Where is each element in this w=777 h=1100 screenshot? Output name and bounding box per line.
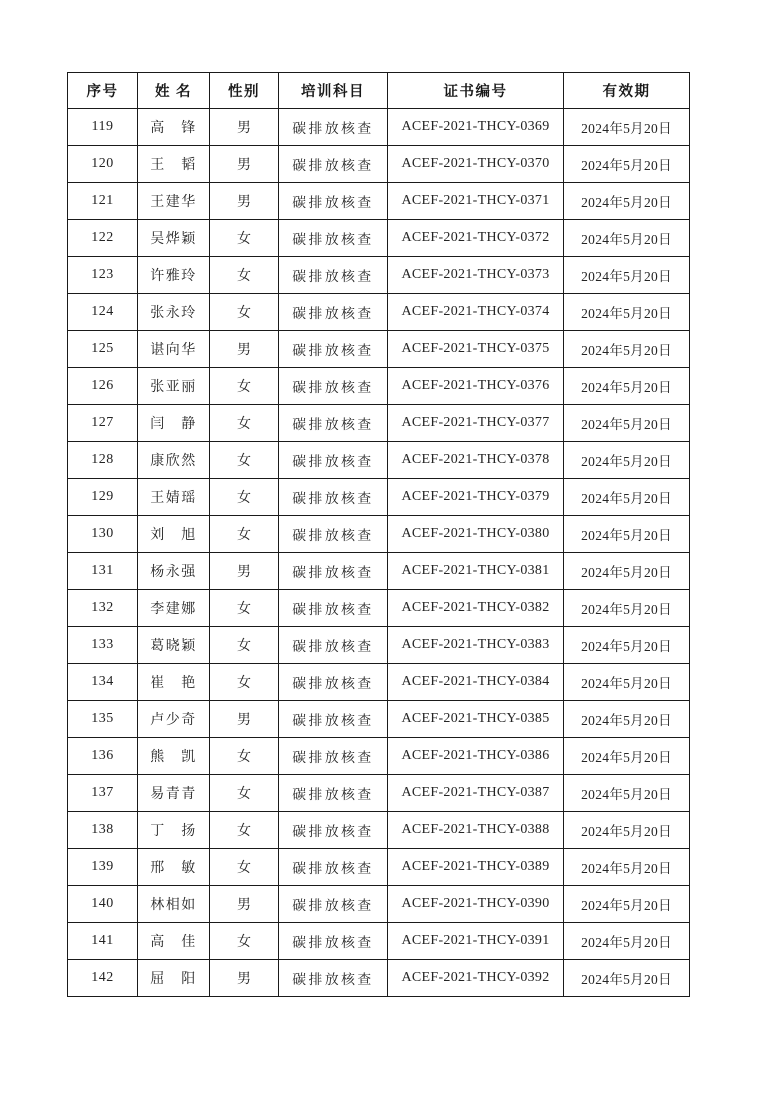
cell-training-subject: 碳排放核查 bbox=[279, 590, 388, 627]
cell-training-subject: 碳排放核查 bbox=[279, 664, 388, 701]
cell-validity: 2024年5月20日 bbox=[564, 294, 690, 331]
cell-validity: 2024年5月20日 bbox=[564, 738, 690, 775]
cell-index: 133 bbox=[68, 627, 138, 664]
table-row bbox=[68, 701, 690, 738]
cell-index: 140 bbox=[68, 886, 138, 923]
table-row bbox=[68, 257, 690, 294]
cell-gender: 女 bbox=[210, 849, 279, 886]
header-name: 姓 名 bbox=[138, 73, 210, 109]
cell-name: 李建娜 bbox=[138, 590, 210, 627]
cell-gender: 男 bbox=[210, 183, 279, 220]
cell-name: 屈 阳 bbox=[138, 960, 210, 997]
cell-validity: 2024年5月20日 bbox=[564, 368, 690, 405]
cell-validity: 2024年5月20日 bbox=[564, 960, 690, 997]
cell-certificate-number: ACEF-2021-THCY-0376 bbox=[388, 368, 564, 405]
cell-certificate-number: ACEF-2021-THCY-0377 bbox=[388, 405, 564, 442]
cell-training-subject: 碳排放核查 bbox=[279, 627, 388, 664]
cell-validity: 2024年5月20日 bbox=[564, 923, 690, 960]
cell-validity: 2024年5月20日 bbox=[564, 479, 690, 516]
cell-name: 闫 静 bbox=[138, 405, 210, 442]
cell-validity: 2024年5月20日 bbox=[564, 627, 690, 664]
cell-index: 138 bbox=[68, 812, 138, 849]
cell-gender: 女 bbox=[210, 294, 279, 331]
cell-certificate-number: ACEF-2021-THCY-0391 bbox=[388, 923, 564, 960]
cell-name: 吴烨颖 bbox=[138, 220, 210, 257]
cell-training-subject: 碳排放核查 bbox=[279, 775, 388, 812]
table-row bbox=[68, 331, 690, 368]
header-training-subject: 培训科目 bbox=[279, 73, 388, 109]
cell-certificate-number: ACEF-2021-THCY-0384 bbox=[388, 664, 564, 701]
cell-validity: 2024年5月20日 bbox=[564, 405, 690, 442]
table-row bbox=[68, 960, 690, 997]
header-certificate-number: 证书编号 bbox=[388, 73, 564, 109]
table-row bbox=[68, 109, 690, 146]
table-row bbox=[68, 590, 690, 627]
cell-validity: 2024年5月20日 bbox=[564, 701, 690, 738]
cell-certificate-number: ACEF-2021-THCY-0386 bbox=[388, 738, 564, 775]
cell-training-subject: 碳排放核查 bbox=[279, 553, 388, 590]
cell-training-subject: 碳排放核查 bbox=[279, 923, 388, 960]
cell-name: 王婧瑶 bbox=[138, 479, 210, 516]
cell-index: 132 bbox=[68, 590, 138, 627]
cell-certificate-number: ACEF-2021-THCY-0378 bbox=[388, 442, 564, 479]
cell-certificate-number: ACEF-2021-THCY-0375 bbox=[388, 331, 564, 368]
cell-training-subject: 碳排放核查 bbox=[279, 516, 388, 553]
cell-gender: 女 bbox=[210, 442, 279, 479]
table-row bbox=[68, 849, 690, 886]
table-row bbox=[68, 479, 690, 516]
cell-validity: 2024年5月20日 bbox=[564, 775, 690, 812]
cell-gender: 女 bbox=[210, 479, 279, 516]
cell-name: 康欣然 bbox=[138, 442, 210, 479]
cell-index: 119 bbox=[68, 109, 138, 146]
header-gender: 性别 bbox=[210, 73, 279, 109]
table-row bbox=[68, 553, 690, 590]
cell-index: 125 bbox=[68, 331, 138, 368]
table-row bbox=[68, 442, 690, 479]
cell-certificate-number: ACEF-2021-THCY-0387 bbox=[388, 775, 564, 812]
cell-gender: 女 bbox=[210, 405, 279, 442]
cell-certificate-number: ACEF-2021-THCY-0381 bbox=[388, 553, 564, 590]
cell-training-subject: 碳排放核查 bbox=[279, 812, 388, 849]
cell-gender: 女 bbox=[210, 220, 279, 257]
cell-name: 许雅玲 bbox=[138, 257, 210, 294]
cell-validity: 2024年5月20日 bbox=[564, 331, 690, 368]
cell-gender: 女 bbox=[210, 627, 279, 664]
cell-index: 134 bbox=[68, 664, 138, 701]
cell-certificate-number: ACEF-2021-THCY-0392 bbox=[388, 960, 564, 997]
cell-training-subject: 碳排放核查 bbox=[279, 109, 388, 146]
cell-gender: 男 bbox=[210, 553, 279, 590]
cell-name: 高 锋 bbox=[138, 109, 210, 146]
cell-validity: 2024年5月20日 bbox=[564, 849, 690, 886]
cell-validity: 2024年5月20日 bbox=[564, 146, 690, 183]
cell-validity: 2024年5月20日 bbox=[564, 516, 690, 553]
table-body bbox=[68, 109, 690, 997]
certificate-table bbox=[67, 72, 690, 997]
cell-gender: 女 bbox=[210, 775, 279, 812]
cell-training-subject: 碳排放核查 bbox=[279, 183, 388, 220]
cell-name: 卢少奇 bbox=[138, 701, 210, 738]
cell-name: 刘 旭 bbox=[138, 516, 210, 553]
cell-index: 136 bbox=[68, 738, 138, 775]
cell-certificate-number: ACEF-2021-THCY-0374 bbox=[388, 294, 564, 331]
cell-index: 124 bbox=[68, 294, 138, 331]
cell-certificate-number: ACEF-2021-THCY-0370 bbox=[388, 146, 564, 183]
cell-gender: 男 bbox=[210, 886, 279, 923]
cell-index: 137 bbox=[68, 775, 138, 812]
cell-validity: 2024年5月20日 bbox=[564, 109, 690, 146]
cell-index: 121 bbox=[68, 183, 138, 220]
cell-name: 张亚丽 bbox=[138, 368, 210, 405]
table-row bbox=[68, 183, 690, 220]
table-row bbox=[68, 886, 690, 923]
cell-training-subject: 碳排放核查 bbox=[279, 294, 388, 331]
cell-index: 130 bbox=[68, 516, 138, 553]
cell-index: 139 bbox=[68, 849, 138, 886]
cell-name: 葛晓颖 bbox=[138, 627, 210, 664]
cell-index: 122 bbox=[68, 220, 138, 257]
cell-index: 129 bbox=[68, 479, 138, 516]
cell-name: 高 佳 bbox=[138, 923, 210, 960]
cell-training-subject: 碳排放核查 bbox=[279, 738, 388, 775]
cell-name: 张永玲 bbox=[138, 294, 210, 331]
header-index: 序号 bbox=[68, 73, 138, 109]
cell-validity: 2024年5月20日 bbox=[564, 183, 690, 220]
cell-training-subject: 碳排放核查 bbox=[279, 960, 388, 997]
table-row bbox=[68, 923, 690, 960]
table-row bbox=[68, 627, 690, 664]
cell-index: 135 bbox=[68, 701, 138, 738]
cell-training-subject: 碳排放核查 bbox=[279, 368, 388, 405]
cell-index: 141 bbox=[68, 923, 138, 960]
cell-name: 易青青 bbox=[138, 775, 210, 812]
cell-index: 120 bbox=[68, 146, 138, 183]
cell-certificate-number: ACEF-2021-THCY-0373 bbox=[388, 257, 564, 294]
cell-gender: 男 bbox=[210, 960, 279, 997]
cell-training-subject: 碳排放核查 bbox=[279, 442, 388, 479]
cell-validity: 2024年5月20日 bbox=[564, 812, 690, 849]
table-row bbox=[68, 516, 690, 553]
table-header-row bbox=[68, 73, 690, 109]
cell-name: 林相如 bbox=[138, 886, 210, 923]
cell-name: 熊 凯 bbox=[138, 738, 210, 775]
cell-gender: 女 bbox=[210, 738, 279, 775]
cell-training-subject: 碳排放核查 bbox=[279, 146, 388, 183]
table-row bbox=[68, 220, 690, 257]
cell-validity: 2024年5月20日 bbox=[564, 257, 690, 294]
cell-gender: 女 bbox=[210, 368, 279, 405]
cell-training-subject: 碳排放核查 bbox=[279, 331, 388, 368]
cell-certificate-number: ACEF-2021-THCY-0385 bbox=[388, 701, 564, 738]
cell-certificate-number: ACEF-2021-THCY-0369 bbox=[388, 109, 564, 146]
cell-name: 谌向华 bbox=[138, 331, 210, 368]
cell-validity: 2024年5月20日 bbox=[564, 664, 690, 701]
cell-gender: 女 bbox=[210, 516, 279, 553]
cell-gender: 女 bbox=[210, 257, 279, 294]
cell-name: 崔 艳 bbox=[138, 664, 210, 701]
cell-index: 142 bbox=[68, 960, 138, 997]
cell-certificate-number: ACEF-2021-THCY-0371 bbox=[388, 183, 564, 220]
cell-validity: 2024年5月20日 bbox=[564, 886, 690, 923]
cell-training-subject: 碳排放核查 bbox=[279, 220, 388, 257]
table-row bbox=[68, 664, 690, 701]
cell-training-subject: 碳排放核查 bbox=[279, 257, 388, 294]
cell-certificate-number: ACEF-2021-THCY-0389 bbox=[388, 849, 564, 886]
table-row bbox=[68, 775, 690, 812]
cell-certificate-number: ACEF-2021-THCY-0380 bbox=[388, 516, 564, 553]
cell-certificate-number: ACEF-2021-THCY-0388 bbox=[388, 812, 564, 849]
cell-validity: 2024年5月20日 bbox=[564, 220, 690, 257]
cell-name: 丁 扬 bbox=[138, 812, 210, 849]
cell-index: 128 bbox=[68, 442, 138, 479]
cell-gender: 女 bbox=[210, 664, 279, 701]
cell-index: 127 bbox=[68, 405, 138, 442]
cell-training-subject: 碳排放核查 bbox=[279, 405, 388, 442]
table-row bbox=[68, 368, 690, 405]
cell-name: 邢 敏 bbox=[138, 849, 210, 886]
cell-name: 王建华 bbox=[138, 183, 210, 220]
cell-certificate-number: ACEF-2021-THCY-0382 bbox=[388, 590, 564, 627]
table-row bbox=[68, 738, 690, 775]
cell-name: 杨永强 bbox=[138, 553, 210, 590]
cell-validity: 2024年5月20日 bbox=[564, 442, 690, 479]
cell-training-subject: 碳排放核查 bbox=[279, 886, 388, 923]
cell-training-subject: 碳排放核查 bbox=[279, 479, 388, 516]
cell-index: 131 bbox=[68, 553, 138, 590]
cell-gender: 女 bbox=[210, 923, 279, 960]
cell-certificate-number: ACEF-2021-THCY-0383 bbox=[388, 627, 564, 664]
table-row bbox=[68, 294, 690, 331]
table-row bbox=[68, 146, 690, 183]
cell-validity: 2024年5月20日 bbox=[564, 590, 690, 627]
cell-certificate-number: ACEF-2021-THCY-0390 bbox=[388, 886, 564, 923]
cell-certificate-number: ACEF-2021-THCY-0379 bbox=[388, 479, 564, 516]
table-row bbox=[68, 812, 690, 849]
cell-gender: 女 bbox=[210, 812, 279, 849]
cell-gender: 男 bbox=[210, 701, 279, 738]
cell-gender: 男 bbox=[210, 331, 279, 368]
cell-certificate-number: ACEF-2021-THCY-0372 bbox=[388, 220, 564, 257]
cell-training-subject: 碳排放核查 bbox=[279, 849, 388, 886]
cell-gender: 男 bbox=[210, 109, 279, 146]
cell-training-subject: 碳排放核查 bbox=[279, 701, 388, 738]
cell-index: 126 bbox=[68, 368, 138, 405]
table-row bbox=[68, 405, 690, 442]
header-validity: 有效期 bbox=[564, 73, 690, 109]
cell-gender: 女 bbox=[210, 590, 279, 627]
cell-validity: 2024年5月20日 bbox=[564, 553, 690, 590]
cell-index: 123 bbox=[68, 257, 138, 294]
cell-name: 王 韬 bbox=[138, 146, 210, 183]
cell-gender: 男 bbox=[210, 146, 279, 183]
